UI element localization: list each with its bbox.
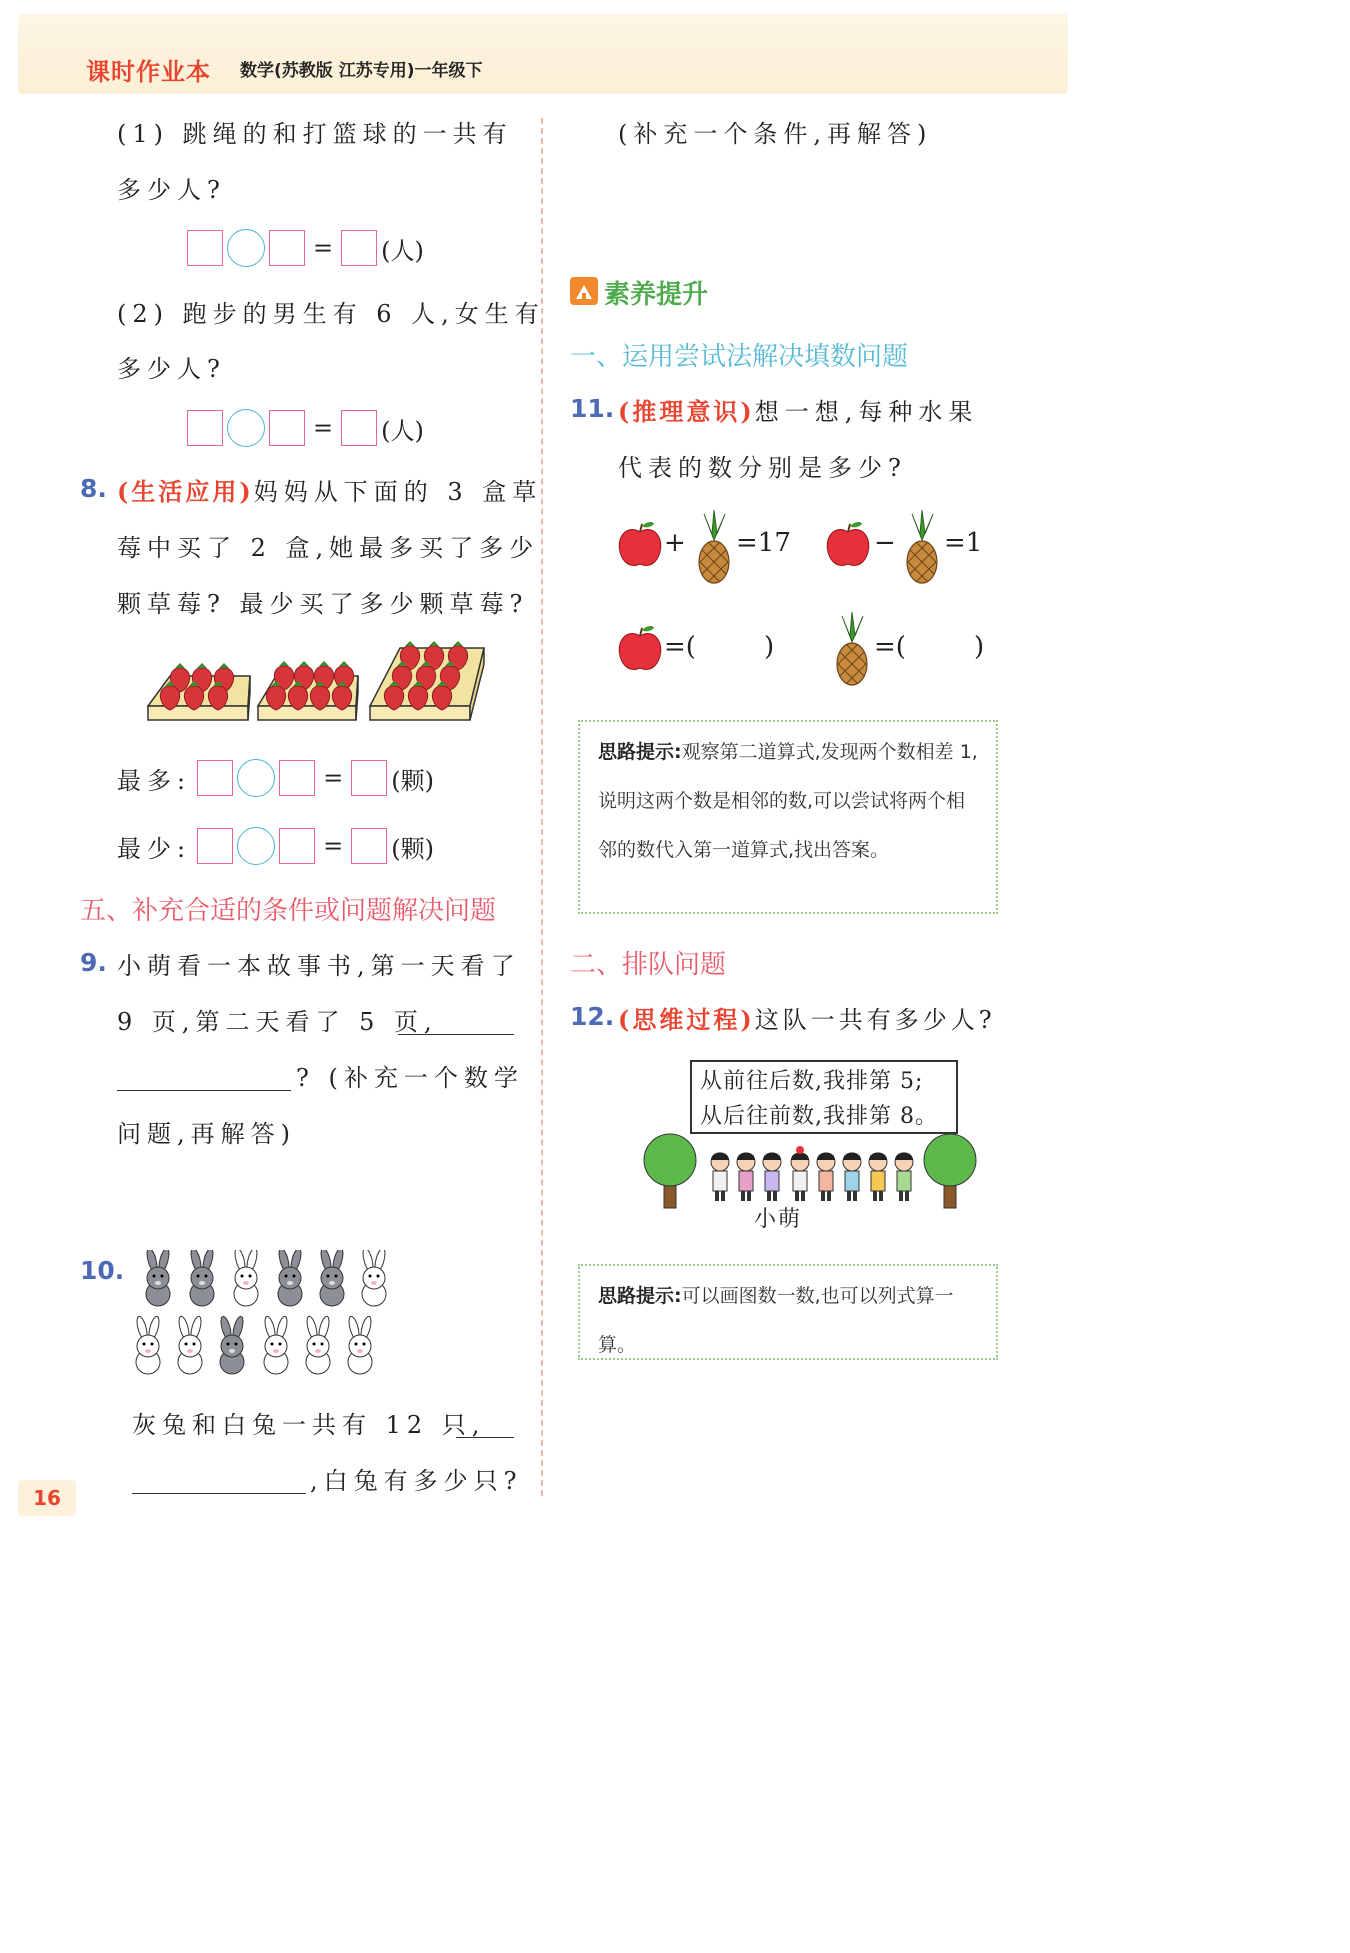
strawberry-box-1 [148,663,250,720]
operator-circle[interactable] [237,827,275,865]
operator-circle[interactable] [227,229,265,267]
q10-line2: ,白兔有多少只? [310,1467,523,1495]
apple-icon [616,520,666,570]
operator-circle[interactable] [237,759,275,797]
unit-label: (人) [381,236,424,265]
q8-least-equation [117,827,434,865]
answer-box[interactable] [341,410,377,446]
operator-circle[interactable] [227,409,265,447]
rabbits-illustration [128,1250,408,1380]
equals-sign: = [323,764,344,792]
equation-1-result: =17 [736,528,791,558]
q10-line1: 灰兔和白兔一共有 12 只, [132,1411,486,1439]
q9-line3: ? (补充一个数学 [296,1064,524,1092]
answer-box[interactable] [187,410,223,446]
q10-number: 10. [80,1256,125,1285]
apple-answer-open: =( [664,632,696,662]
q9-blank-2[interactable] [117,1090,291,1091]
q11-answer-row [616,608,1016,688]
apple-icon [616,624,666,674]
apple-icon [824,520,874,570]
q7-1-equation [187,229,424,267]
answer-box[interactable] [351,760,387,796]
q9-line4: 问题,再解答) [117,1120,296,1148]
hint-box-2 [578,1264,998,1360]
q7-2-line1: (2) 跑步的男生有 6 人,女生有 [117,300,545,328]
pineapple-answer-close: ) [974,632,985,662]
q8-most-equation [117,759,434,797]
equals-sign: = [313,414,334,442]
q11-number: 11. [570,394,615,423]
q9-number: 9. [80,948,107,977]
speech-bubble [690,1060,958,1134]
xiaomeng-label: 小萌 [754,1207,803,1232]
q10-continuation: (补充一个条件,再解答) [618,120,933,148]
queue-illustration [636,1132,988,1212]
answer-box[interactable] [351,828,387,864]
unit-label: (人) [381,416,424,445]
q8-number: 8. [80,474,107,503]
pineapple-icon [898,508,944,584]
speech-line-2: 从后往前数,我排第 8。 [700,1104,938,1129]
unit-label: (颗) [391,834,434,863]
section-1-title: 一、运用尝试法解决填数问题 [570,342,909,372]
strawberry-boxes-illustration [140,636,500,732]
q7-2-line2: 多少人? [117,355,226,383]
answer-box[interactable] [341,230,377,266]
hint-box-1 [578,720,998,914]
q12-number: 12. [570,1002,615,1031]
q11-line2: 代表的数分别是多少? [618,454,907,482]
tree-left [644,1134,696,1208]
answer-box[interactable] [279,760,315,796]
q7-1-line2: 多少人? [117,176,226,204]
strawberry-box-3 [370,641,484,720]
answer-box[interactable] [269,410,305,446]
pineapple-icon [828,608,874,688]
hint-2-label: 思路提示: [598,1285,682,1307]
answer-box[interactable] [197,760,233,796]
equation-2-result: =1 [944,528,983,558]
plus-sign: + [664,528,686,558]
q10-blank-1[interactable] [456,1437,514,1438]
pineapple-answer-open: =( [874,632,906,662]
answer-box[interactable] [187,230,223,266]
answer-box[interactable] [279,828,315,864]
hint-2-text: 可以画图数一数,也可以列式算一算。 [598,1285,954,1356]
section-5-title: 五、补充合适的条件或问题解决问题 [80,896,497,926]
answer-box[interactable] [197,828,233,864]
equals-sign: = [323,832,344,860]
least-label: 最少: [117,834,192,863]
answer-box[interactable] [269,230,305,266]
strawberry-box-2 [258,661,358,720]
q11-line1: (推理意识)想一想,每种水果 [618,397,979,426]
page-number: 16 [18,1480,76,1516]
brand-title: 课时作业本 [86,58,211,86]
tree-right [924,1134,976,1208]
q11-tag: (推理意识) [618,397,755,426]
hint-1-label: 思路提示: [598,741,682,763]
q8-line2: 莓中买了 2 盒,她最多买了多少 [117,534,540,562]
q11-equation-row-1 [616,508,1016,584]
q9-line2: 9 页,第二天看了 5 页, [117,1008,438,1036]
q8-line3: 颗草莓? 最少买了多少颗草莓? [117,590,529,618]
q8-tag: (生活应用) [117,477,254,506]
book-subtitle: 数学(苏教版 江苏专用)一年级下 [240,61,483,81]
section-2-title: 二、排队问题 [570,950,727,980]
minus-sign: − [874,528,896,558]
q9-line1: 小萌看一本故事书,第一天看了 [117,952,521,980]
most-label: 最多: [117,766,192,795]
q7-2-equation [187,409,424,447]
q7-1-line1: (1) 跳绳的和打篮球的一共有 [117,120,513,148]
equals-sign: = [313,234,334,262]
q10-blank-2[interactable] [132,1493,306,1494]
q12-tag: (思维过程) [618,1005,755,1034]
q9-blank-1[interactable] [398,1034,514,1035]
hint-1-text: 观察第二道算式,发现两个数相差 1,说明这两个数是相邻的数,可以尝试将两个相邻的数代入第一道算式,找出答案。 [598,741,978,861]
speech-line-1: 从前往后数,我排第 5; [700,1069,924,1094]
literacy-icon [570,277,598,305]
apple-answer-close: ) [764,632,775,662]
q12-line: (思维过程)这队一共有多少人? [618,1005,996,1034]
unit-label: (颗) [391,766,434,795]
pineapple-icon [690,508,736,584]
literacy-title: 素养提升 [604,280,709,310]
children-row [711,1146,913,1201]
q8-line1: (生活应用)妈妈从下面的 3 盒草 [117,477,543,506]
